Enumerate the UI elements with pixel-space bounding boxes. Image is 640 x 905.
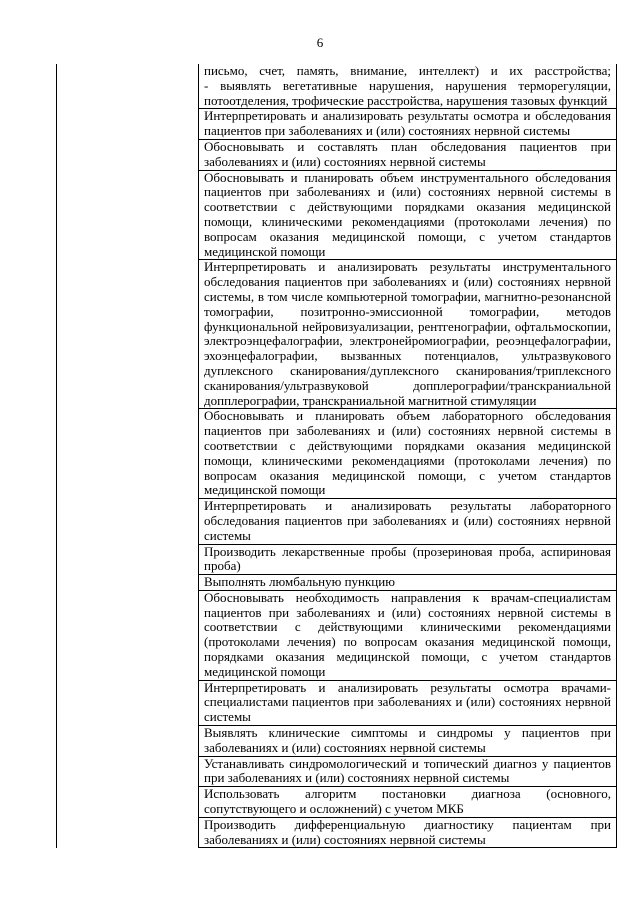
row-text-line: томографии, позитронно-эмиссионной томографии, методов — [204, 304, 611, 319]
row-text-line: Производить дифференциальную диагностику пациентам при — [204, 817, 611, 832]
competency-table — [56, 64, 617, 848]
row-text-line: Интерпретировать и анализировать результаты осмотра врачами- — [204, 680, 611, 695]
row-text-line: пациентов при заболеваниях и (или) состояниях нервной системы в — [204, 424, 611, 439]
row-text-line: специалистами пациентов при заболеваниях и (или) состояниях нервной — [204, 695, 611, 710]
row-text-line: Обосновывать необходимость направления к врачам-специалистам — [204, 590, 611, 605]
table-row — [199, 681, 616, 726]
table-right-column — [199, 64, 616, 848]
row-text-line: соответствии с действующими порядками оказания медицинской — [204, 200, 611, 215]
row-text-line: Обосновывать и составлять план обследования пациентов при — [204, 139, 611, 154]
table-row — [199, 726, 616, 757]
table-row — [199, 575, 616, 591]
table-row — [199, 109, 616, 140]
row-text-line: вопросам оказания медицинской помощи, с учетом стандартов — [204, 468, 611, 483]
page-number: 6 — [316, 35, 324, 50]
table-row — [199, 64, 616, 109]
row-text-line: - выявлять вегетативные нарушения, нарушения терморегуляции, — [204, 78, 611, 93]
row-text-line: заболеваниях и (или) состояниях нервной системы — [204, 740, 486, 755]
row-text-line: системы — [204, 710, 251, 725]
row-text-line: обследования пациентов при заболеваниях и (или) состояниях нервной — [204, 275, 611, 290]
table-row — [199, 757, 616, 788]
row-text-line: при заболеваниях и (или) состояниях нервной системы — [204, 771, 510, 786]
table-row — [199, 171, 616, 261]
row-text-line: проба) — [204, 559, 241, 574]
row-text-line: вопросам оказания медицинской помощи, с учетом стандартов — [204, 229, 611, 244]
row-text-line: медицинской помощи — [204, 244, 326, 259]
table-row — [199, 591, 616, 681]
row-text-line: пациентов при заболеваниях и (или) состояниях нервной системы — [204, 124, 571, 139]
row-text-line: Интерпретировать и анализировать результаты инструментального — [204, 260, 611, 275]
row-text-line: соответствии с действующими клиническими рекомендациями — [204, 620, 611, 635]
row-text-line: заболеваниях и (или) состояниях нервной системы — [204, 154, 486, 169]
row-text-line: заболеваниях и (или) состояниях нервной системы — [204, 832, 486, 847]
row-text-line: обследования пациентов при заболеваниях и (или) состояниях нервной — [204, 513, 611, 528]
row-text-line: сканирования/ультразвуковой допплерографии/транскраниальной — [204, 378, 611, 393]
table-row — [199, 409, 616, 499]
row-text-line: Устанавливать синдромологический и топический диагноз у пациентов — [204, 756, 611, 771]
row-text-line: сопутствующего и осложнений) с учетом МКБ — [204, 802, 464, 817]
row-text-line: Обосновывать и планировать объем лабораторного обследования — [204, 409, 611, 424]
row-text-line: Использовать алгоритм постановки диагноза (основного, — [204, 787, 611, 802]
table-row — [199, 787, 616, 818]
row-text-line: Интерпретировать и анализировать результаты лабораторного — [204, 499, 611, 514]
row-text-line: медицинской помощи — [204, 483, 326, 498]
row-text-line: Выявлять клинические симптомы и синдромы у пациентов при — [204, 726, 611, 741]
row-text-line: функциональной нейровизуализации, рентгенографии, офтальмоскопии, — [204, 319, 611, 334]
table-row — [199, 545, 616, 576]
row-text-line: помощи, клиническими рекомендациями (протоколами лечения) по — [204, 453, 611, 468]
row-text-line: Выполнять люмбальную пункцию — [204, 575, 395, 590]
row-text-line: системы — [204, 528, 251, 543]
row-text-line: пациентов при заболеваниях и (или) состояниях нервной системы в — [204, 605, 611, 620]
row-text-line: Интерпретировать и анализировать результаты осмотра и обследования — [204, 109, 611, 124]
row-text-line: допплерографии, транскраниальной магнитной стимуляции — [204, 393, 537, 408]
table-row — [199, 140, 616, 171]
row-text-line: пациентов при заболеваниях и (или) состояниях нервной системы в — [204, 185, 611, 200]
row-text-line: порядками оказания медицинской помощи, с учетом стандартов — [204, 650, 611, 665]
row-text-line: Производить лекарственные пробы (прозериновая проба, аспириновая — [204, 544, 611, 559]
row-text-line: Обосновывать и планировать объем инструментального обследования — [204, 170, 611, 185]
table-left-column — [57, 64, 199, 848]
row-text-line: дуплексного сканирования/дуплексного сканирования/триплексного — [204, 363, 611, 378]
row-text-line: письмо, счет, память, внимание, интеллект) и их расстройства; — [204, 64, 611, 78]
row-text-line: соответствии с действующими порядками оказания медицинской — [204, 438, 611, 453]
row-text-line: медицинской помощи — [204, 664, 326, 679]
row-text-line: электроэнцефалографии, электронейромиографии, реоэнцефалографии, — [204, 334, 611, 349]
row-text-line: эхоэнцефалографии, вызванных потенциалов, ультразвукового — [204, 349, 611, 364]
row-text-line: системы, в том числе компьютерной томографии, магнитно-резонансной — [204, 289, 611, 304]
table-row — [199, 260, 616, 409]
row-text-line: (протоколами лечения) по вопросам оказания медицинской помощи, — [204, 635, 611, 650]
row-text-line: потоотделения, трофические расстройства, нарушения тазовых функций — [204, 93, 608, 108]
table-row — [199, 818, 616, 849]
row-text-line: помощи, клиническими рекомендациями (протоколами лечения) по — [204, 214, 611, 229]
table-row — [199, 499, 616, 544]
